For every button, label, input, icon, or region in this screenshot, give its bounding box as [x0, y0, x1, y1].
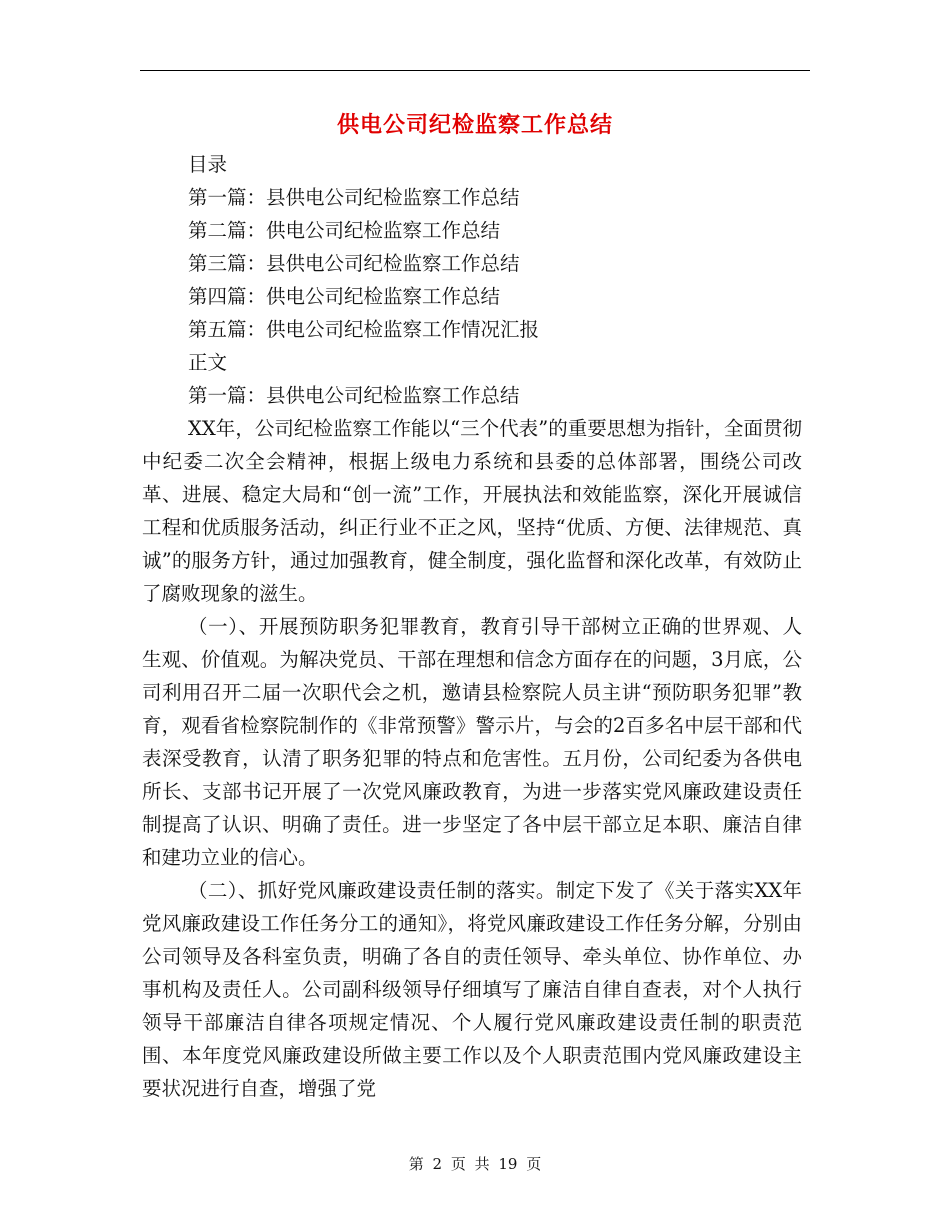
toc-item: 第一篇：县供电公司纪检监察工作总结: [188, 186, 520, 209]
toc-heading: 目录: [188, 153, 228, 176]
body-paragraph: （二）、抓好党风廉政建设责任制的落实。制定下发了《关于落实XX年党风廉政建设工作任务分工的通知》，将党风廉政建设工作任务分解，分别由公司领导及各科室负责，明确了各自的责任领导、牵头单位、协作单位、办事机构及责任人。公司副科级领导仔细填写了廉洁自律自查表，对个人执行领导干部廉洁自律各项规定情况、个人履行党风廉政建设责任制的职责范围、本年度党风廉政建设所做主要工作以及个人职责范围内党风廉政建设主要状况进行自查，增强了党: [142, 879, 802, 1100]
page-number: 第 2 页 共 19 页: [408, 1155, 542, 1173]
toc-item: 第三篇：县供电公司纪检监察工作总结: [188, 252, 520, 275]
toc-item: 第二篇：供电公司纪检监察工作总结: [188, 219, 501, 242]
body-paragraph: （一）、开展预防职务犯罪教育，教育引导干部树立正确的世界观、人生观、价值观。为解决党员、干部在理想和信念方面存在的问题，3月底，公司利用召开二届一次职代会之机，邀请县检察院人员主讲“预防职务犯罪”教育，观看省检察院制作的《非常预警》警示片，与会的2百多名中层干部和代表深受教育，认清了职务犯罪的特点和危害性。五月份，公司纪委为各供电所长、支部书记开展了一次党风廉政教育，为进一步落实党风廉政建设责任制提高了认识、明确了责任。进一步坚定了各中层干部立足本职、廉洁自律和建功立业的信心。: [142, 615, 802, 869]
header-rule: [140, 70, 810, 71]
section-heading: 第一篇：县供电公司纪检监察工作总结: [188, 384, 520, 407]
toc-item: 第四篇：供电公司纪检监察工作总结: [188, 285, 501, 308]
document-body: [142, 148, 802, 1105]
body-paragraph: XX年，公司纪检监察工作能以“三个代表”的重要思想为指针，全面贯彻中纪委二次全会精神，根据上级电力系统和县委的总体部署，围绕公司改革、进展、稳定大局和“创一流”工作，开展执法和效能监察，深化开展诚信工程和优质服务活动，纠正行业不正之风，坚持“优质、方便、法律规范、真诚”的服务方针，通过加强教育，健全制度，强化监督和深化改革，有效防止了腐败现象的滋生。: [142, 417, 802, 605]
body-heading: 正文: [188, 351, 228, 374]
toc-item: 第五篇：供电公司纪检监察工作情况汇报: [188, 318, 540, 341]
document-title: 供电公司纪检监察工作总结: [336, 112, 613, 138]
